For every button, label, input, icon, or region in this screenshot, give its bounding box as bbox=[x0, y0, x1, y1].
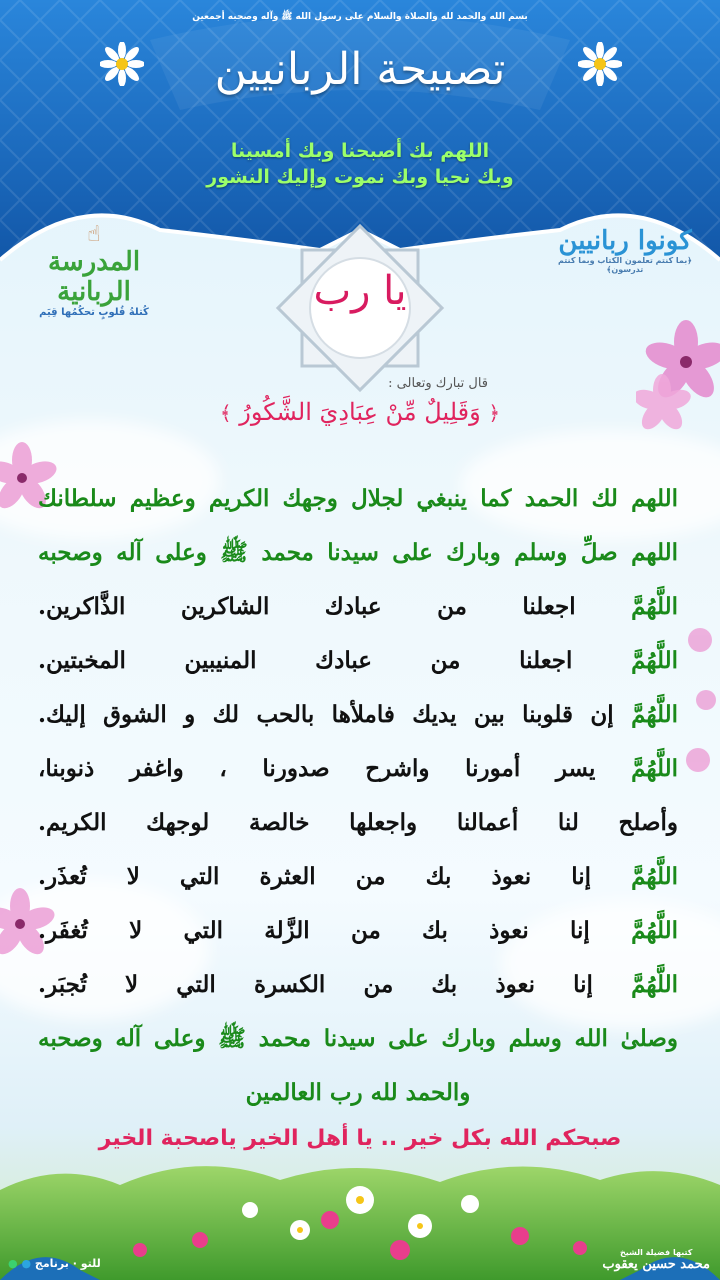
daisy-icon bbox=[578, 42, 622, 86]
footer-author bbox=[602, 1248, 710, 1272]
footer-apps bbox=[8, 1257, 101, 1270]
basmala: بسم الله والحمد لله والصلاة والسلام على رسول الله ﷺ وآله وصحبه أجمعين bbox=[192, 12, 528, 22]
hand-icon: ☝ bbox=[87, 222, 101, 247]
dua-text: إنا نعوذ بك من الزَّلة التي لا تُغفَر. bbox=[38, 917, 590, 944]
logo-madrasa-tagline: كُتلةُ قُلوبٍ تحكُمُها قِيَم bbox=[39, 307, 149, 318]
subtitle-line-2: وبك نحيا وبك نموت وإليك النشور bbox=[206, 166, 514, 188]
ya-rab-emblem-text: يا رب bbox=[313, 268, 407, 314]
verse-intro: قال تبارك وتعالى : bbox=[388, 376, 488, 391]
logo-madrasa bbox=[14, 222, 174, 318]
daisy-icon bbox=[100, 42, 144, 86]
dua-line-8 bbox=[38, 850, 678, 904]
dua-text: إنا نعوذ بك من الكسرة التي لا تُجبَر. bbox=[38, 971, 593, 998]
page-title: تصبيحة الربانيين bbox=[214, 44, 506, 95]
dua-line-4 bbox=[38, 634, 678, 688]
dua-line-9 bbox=[38, 904, 678, 958]
quran-verse bbox=[180, 398, 540, 426]
logo-kunu-verse: ﴿بما كنتم تعلمون الكتاب وبما كنتم تدرسون﴾ bbox=[558, 256, 692, 274]
dua-text: إن قلوبنا بين يديك فاملأها بالحب لك و الشوق إليك. bbox=[38, 701, 614, 728]
dua-lead: اللَّهُمَّ bbox=[631, 593, 678, 620]
logo-kunu bbox=[540, 226, 710, 274]
dua-text: يسر أمورنا واشرح صدورنا ، واغفر ذنوبنا، bbox=[38, 755, 596, 782]
verse-text: وَقَلِيلٌ مِّنْ عِبَادِيَ الشَّكُورُ bbox=[239, 398, 481, 426]
dua-lead: اللَّهُمَّ bbox=[631, 863, 678, 890]
dua-lead: اللَّهُمَّ bbox=[631, 971, 678, 998]
dua-lead: اللَّهُمَّ bbox=[631, 701, 678, 728]
dua-text: اجعلنا من عبادك الشاكرين الذَّاكرين. bbox=[38, 593, 576, 620]
dua-text: اجعلنا من عبادك المنيبين المخبتين. bbox=[38, 647, 573, 674]
footer-author-prefix: كتبها فضيلة الشيخ bbox=[619, 1248, 693, 1257]
dua-line-7: وأصلح لنا أعمالنا واجعلها خالصة لوجهك الكريم. bbox=[38, 809, 678, 836]
verse-bracket-open: ﴿ bbox=[488, 401, 501, 425]
verse-bracket-close: ﴾ bbox=[219, 401, 232, 425]
dua-lead: اللَّهُمَّ bbox=[631, 755, 678, 782]
dua-lead: اللَّهُمَّ bbox=[631, 917, 679, 944]
dua-lines bbox=[38, 472, 678, 1120]
closing-greeting: صبحكم الله بكل خير .. يا أهل الخير ياصحبة الخير bbox=[98, 1126, 622, 1151]
dua-lead: اللَّهُمَّ bbox=[631, 647, 678, 674]
dua-line-5 bbox=[38, 688, 678, 742]
dua-line-10 bbox=[38, 958, 678, 1012]
dua-line-1: اللهم لك الحمد كما ينبغي لجلال وجهك الكريم وعظيم سلطانك bbox=[38, 485, 678, 512]
footer-author-name: محمد حسين يعقوب bbox=[602, 1257, 710, 1272]
pink-flower-icon bbox=[676, 620, 720, 800]
dua-line-2: اللهم صلِّ وسلم وبارك على سيدنا محمد ﷺ وعلى آله وصحبه bbox=[38, 539, 678, 566]
pink-flower-icon bbox=[636, 316, 720, 436]
dua-line-12: والحمد لله رب العالمين bbox=[245, 1079, 471, 1106]
logo-madrasa-title: المدرسة الربانية bbox=[47, 247, 141, 307]
dua-line-6 bbox=[38, 742, 678, 796]
dua-text: إنا نعوذ بك من العثرة التي لا تُعذَر. bbox=[38, 863, 591, 890]
logo-kunu-title: كونوا ربانيين bbox=[558, 226, 692, 256]
footer-apps-label: للتو · برنامج bbox=[34, 1257, 101, 1270]
telegram-icon: ● bbox=[21, 1257, 32, 1270]
dua-line-3 bbox=[38, 580, 678, 634]
whatsapp-icon: ● bbox=[8, 1257, 18, 1270]
dua-line-11: وصلىٰ الله وسلم وبارك على سيدنا محمد ﷺ وعلى آله وصحبه bbox=[38, 1025, 678, 1052]
subtitle-line-1: اللهم بك أصبحنا وبك أمسينا bbox=[230, 140, 490, 162]
